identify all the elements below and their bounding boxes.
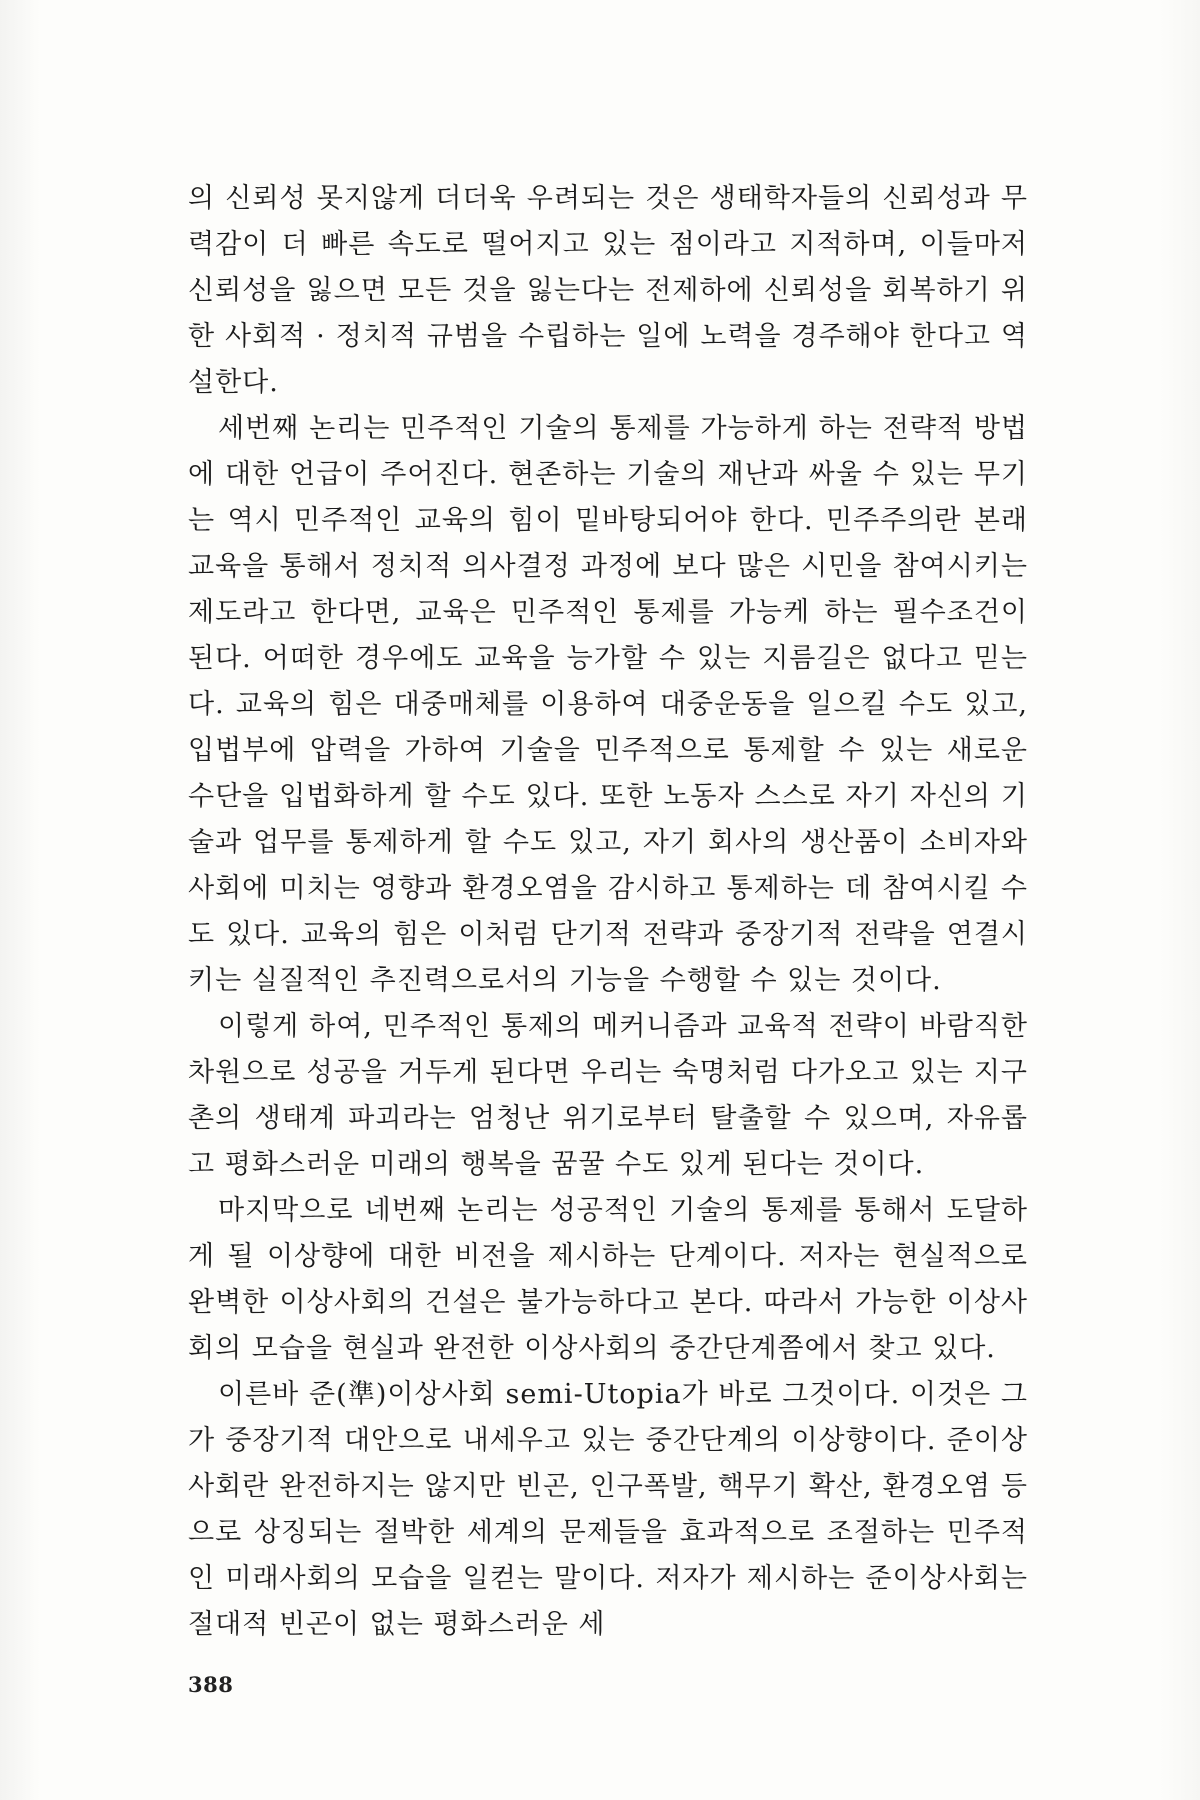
paragraph-fourth-logic: 마지막으로 네번째 논리는 성공적인 기술의 통제를 통해서 도달하게 될 이상향에 대한 비전을 제시하는 단계이다. 저자는 현실적으로 완벽한 이상사회의 건설은 불가능하다고 본다. 따라서 가능한 이상사회의 모습을 현실과 완전한 이상사회의 중간단계쯤에서 찾고 있다. [188, 1195, 1028, 1364]
paragraph-semi-utopia: 이른바 준(準)이상사회 semi-Utopia가 바로 그것이다. 이것은 그가 중장기적 대안으로 내세우고 있는 중간단계의 이상향이다. 준이상사회란 완전하지는 않지만 빈곤, 인구폭발, 핵무기 확산, 환경오염 등으로 상징되는 절박한 세계의 문제들을 효과적으로 조절하는 민주적인 미래사회의 모습을 일컫는 말이다. 저자가 제시하는 준이상사회는 절대적 빈곤이 없는 평화스러운 세 [188, 1379, 1028, 1640]
body-text [188, 176, 1028, 1648]
page-number: 388 [188, 1672, 234, 1697]
paragraph-third-logic: 세번째 논리는 민주적인 기술의 통제를 가능하게 하는 전략적 방법에 대한 언급이 주어진다. 현존하는 기술의 재난과 싸울 수 있는 무기는 역시 민주적인 교육의 힘이 밑바탕되어야 한다. 민주주의란 본래 교육을 통해서 정치적 의사결정 과정에 보다 많은 시민을 참여시키는 제도라고 한다면, 교육은 민주적인 통제를 가능케 하는 필수조건이 된다. 어떠한 경우에도 교육을 능가할 수 있는 지름길은 없다고 믿는다. 교육의 힘은 대중매체를 이용하여 대중운동을 일으킬 수도 있고, 입법부에 압력을 가하여 기술을 민주적으로 통제할 수 있는 새로운 수단을 입법화하게 할 수도 있다. 또한 노동자 스스로 자기 자신의 기술과 업무를 통제하게 할 수도 있고, 자기 회사의 생산품이 소비자와 사회에 미치는 영향과 환경오염을 감시하고 통제하는 데 참여시킬 수도 있다. 교육의 힘은 이처럼 단기적 전략과 중장기적 전략을 연결시키는 실질적인 추진력으로서의 기능을 수행할 수 있는 것이다. [188, 413, 1028, 996]
paragraph-continued: 의 신뢰성 못지않게 더더욱 우려되는 것은 생태학자들의 신뢰성과 무력감이 더 빠른 속도로 떨어지고 있는 점이라고 지적하며, 이들마저 신뢰성을 잃으면 모든 것을 잃는다는 전제하에 신뢰성을 회복하기 위한 사회적 · 정치적 규범을 수립하는 일에 노력을 경주해야 한다고 역설한다. [188, 183, 1028, 398]
paragraph-outcome: 이렇게 하여, 민주적인 통제의 메커니즘과 교육적 전략이 바람직한 차원으로 성공을 거두게 된다면 우리는 숙명처럼 다가오고 있는 지구촌의 생태계 파괴라는 엄청난 위기로부터 탈출할 수 있으며, 자유롭고 평화스러운 미래의 행복을 꿈꿀 수도 있게 된다는 것이다. [188, 1011, 1028, 1180]
